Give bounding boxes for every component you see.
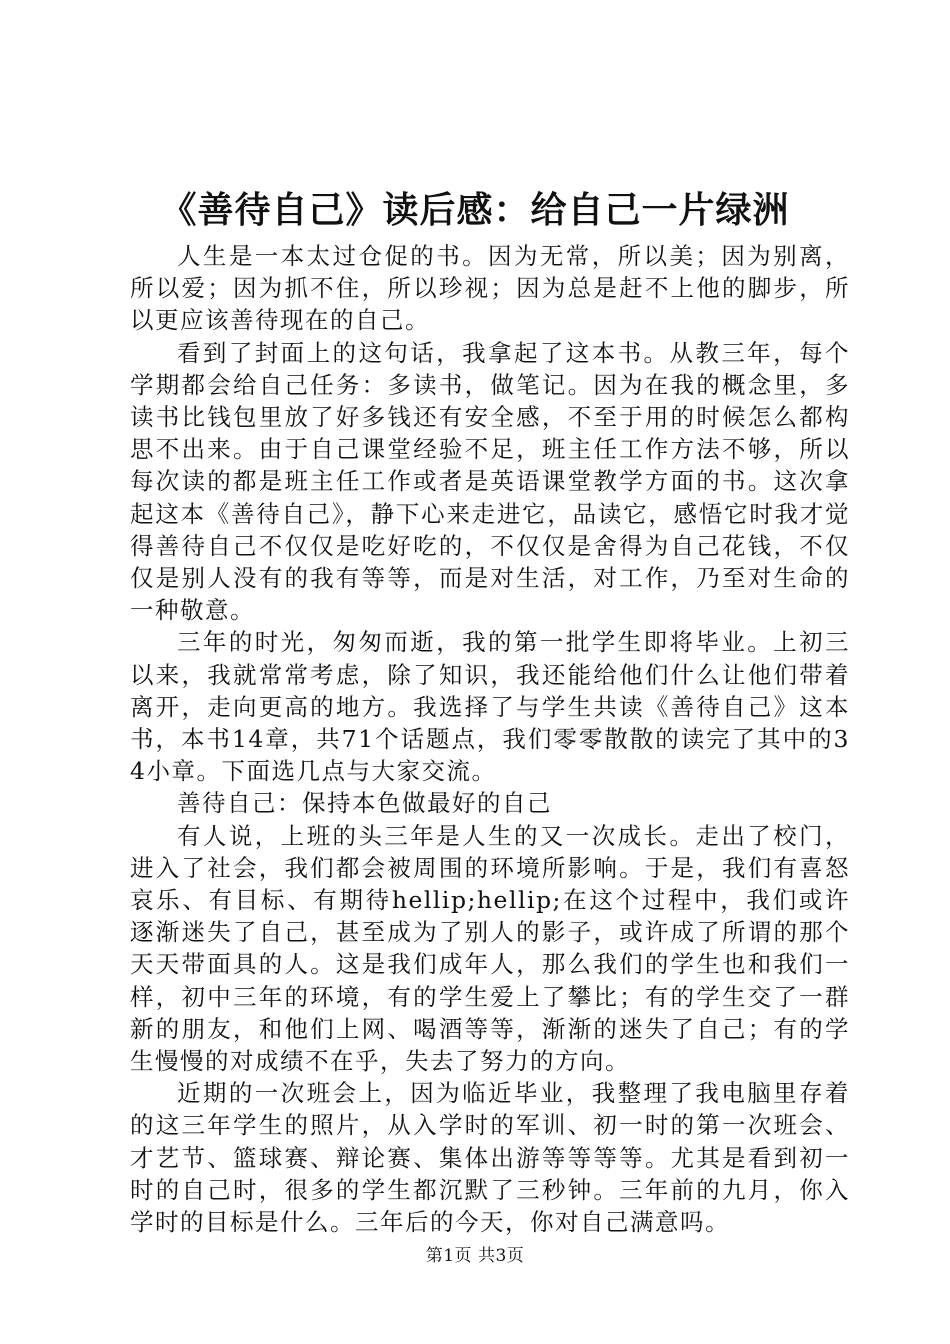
paragraph: 看到了封面上的这句话，我拿起了这本书。从教三年，每个学期都会给自己任务：多读书，做笔记。因为在我的概念里，多读书比钱包里放了好多钱还有安全感，不至于用的时候怎么都构思不出来。由于自己课堂经验不足，班主任工作方法不够，所以每次读的都是班主任工作或者是英语课堂教学方面的书。这次拿起这本《善待自己》，静下心来走进它，品读它，感悟它时我才觉得善待自己不仅仅是吃好吃的，不仅仅是舍得为自己花钱，不仅仅是别人没有的我有等等，而是对生活，对工作，乃至对生命的一种敬意。 <box>130 338 850 625</box>
paragraph: 有人说，上班的头三年是人生的又一次成长。走出了校门，进入了社会，我们都会被周围的环境所影响。于是，我们有喜怒哀乐、有目标、有期待hellip;hellip;在这个过程中，我们或许逐渐迷失了自己，甚至成为了别人的影子，或许成了所谓的那个天天带面具的人。这是我们成年人，那么我们的学生也和我们一样，初中三年的环境，有的学生爱上了攀比；有的学生交了一群新的朋友，和他们上网、喝酒等等，渐渐的迷失了自己；有的学生慢慢的对成绩不在乎，失去了努力的方向。 <box>130 821 850 1076</box>
page-number-footer: 第1页 共3页 <box>425 1246 525 1266</box>
paragraph: 三年的时光，匆匆而逝，我的第一批学生即将毕业。上初三以来，我就常常考虑，除了知识，我还能给他们什么让他们带着离开，走向更高的地方。我选择了与学生共读《善待自己》这本书，本书14章，共71个话题点，我们零零散散的读完了其中的34小章。下面选几点与大家交流。 <box>130 628 850 786</box>
paragraph: 近期的一次班会上，因为临近毕业，我整理了我电脑里存着的这三年学生的照片，从入学时的军训、初一时的第一次班会、才艺节、篮球赛、辩论赛、集体出游等等等等。尤其是看到初一时的自己时，很多的学生都沉默了三秒钟。三年前的九月，你入学时的目标是什么。三年后的今天，你对自己满意吗。 <box>130 1079 850 1237</box>
paragraph: 人生是一本太过仓促的书。因为无常，所以美；因为别离，所以爱；因为抓不住，所以珍视；因为总是赶不上他的脚步，所以更应该善待现在的自己。 <box>130 242 850 335</box>
document-body <box>130 240 850 1238</box>
section-heading: 善待自己：保持本色做最好的自己 <box>177 789 552 818</box>
document-title: 《善待自己》读后感：给自己一片绿洲 <box>160 189 790 231</box>
